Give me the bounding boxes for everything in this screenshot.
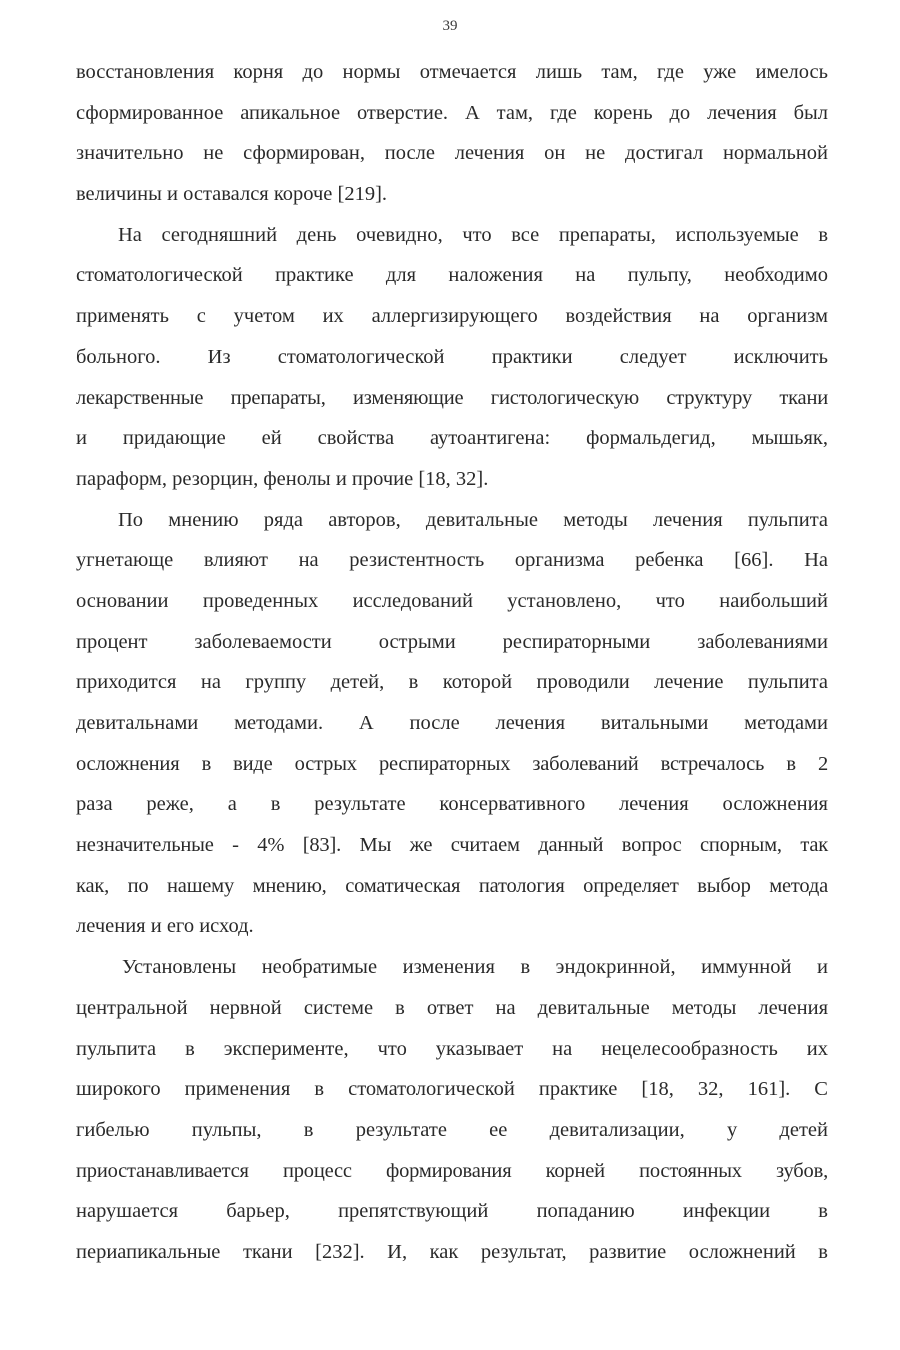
- text-line: осложнения в виде острых респираторных заболеваний встречалось в 2: [76, 752, 828, 775]
- text-line: основании проведенных исследований установлено, что наибольший: [76, 589, 828, 612]
- page-number: 39: [442, 18, 458, 34]
- text-line: процент заболеваемости острыми респираторными заболеваниями: [76, 630, 828, 653]
- text-line: параформ, резорцин, фенолы и прочие [18, 32].: [76, 467, 489, 490]
- document-body: [76, 52, 828, 1273]
- text-line: восстановления корня до нормы отмечается лишь там, где уже имелось: [76, 61, 828, 83]
- text-line: величины и оставался короче [219].: [76, 183, 388, 206]
- text-line: незначительные - 4% [83]. Мы же считаем данный вопрос спорным, так: [76, 834, 828, 857]
- text-line: нарушается барьер, препятствующий попаданию инфекции в: [76, 1200, 828, 1223]
- text-line: значительно не сформирован, после лечения он не достигал нормальной: [76, 142, 828, 165]
- text-line: как, по нашему мнению, соматическая патология определяет выбор метода: [76, 874, 828, 897]
- paragraph-4: [76, 947, 828, 1273]
- text-line: применять с учетом их аллергизирующего воздействия на организм: [76, 305, 828, 328]
- text-line: периапикальные ткани [232]. И, как результат, развитие осложнений в: [76, 1240, 828, 1263]
- text-line: угнетающе влияют на резистентность организма ребенка [66]. На: [76, 549, 828, 572]
- text-line: больного. Из стоматологической практики следует исключить: [76, 345, 828, 368]
- text-line: гибелью пульпы, в результате ее девитализации, у детей: [76, 1118, 828, 1141]
- text-line: раза реже, а в результате консервативного лечения осложнения: [76, 793, 828, 816]
- text-line: центральной нервной системе в ответ на девитальные методы лечения: [76, 996, 828, 1019]
- text-line: сформированное апикальное отверстие. А там, где корень до лечения был: [76, 101, 828, 124]
- text-line: лекарственные препараты, изменяющие гистологическую структуру ткани: [76, 386, 828, 409]
- text-line: На сегодняшний день очевидно, что все препараты, используемые в: [118, 223, 828, 246]
- text-line: По мнению ряда авторов, девитальные методы лечения пульпита: [118, 508, 828, 531]
- text-line: пульпита в эксперименте, что указывает на нецелесообразность их: [76, 1037, 828, 1060]
- text-line: приходится на группу детей, в которой проводили лечение пульпита: [76, 671, 828, 694]
- paragraph-2: [76, 215, 828, 500]
- text-line: приостанавливается процесс формирования корней постоянных зубов,: [76, 1159, 828, 1182]
- paragraph-1: [76, 52, 828, 215]
- text-line: широкого применения в стоматологической практике [18, 32, 161]. С: [76, 1078, 828, 1101]
- text-line: стоматологической практике для наложения на пульпу, необходимо: [76, 264, 828, 287]
- text-line: лечения и его исход.: [76, 915, 254, 938]
- text-line: и придающие ей свойства аутоантигена: формальдегид, мышьяк,: [76, 427, 828, 450]
- text-line: девитальнами методами. А после лечения витальными методами: [76, 712, 828, 734]
- paragraph-3: [76, 500, 828, 948]
- text-line: Установлены необратимые изменения в эндокринной, иммунной и: [122, 956, 828, 979]
